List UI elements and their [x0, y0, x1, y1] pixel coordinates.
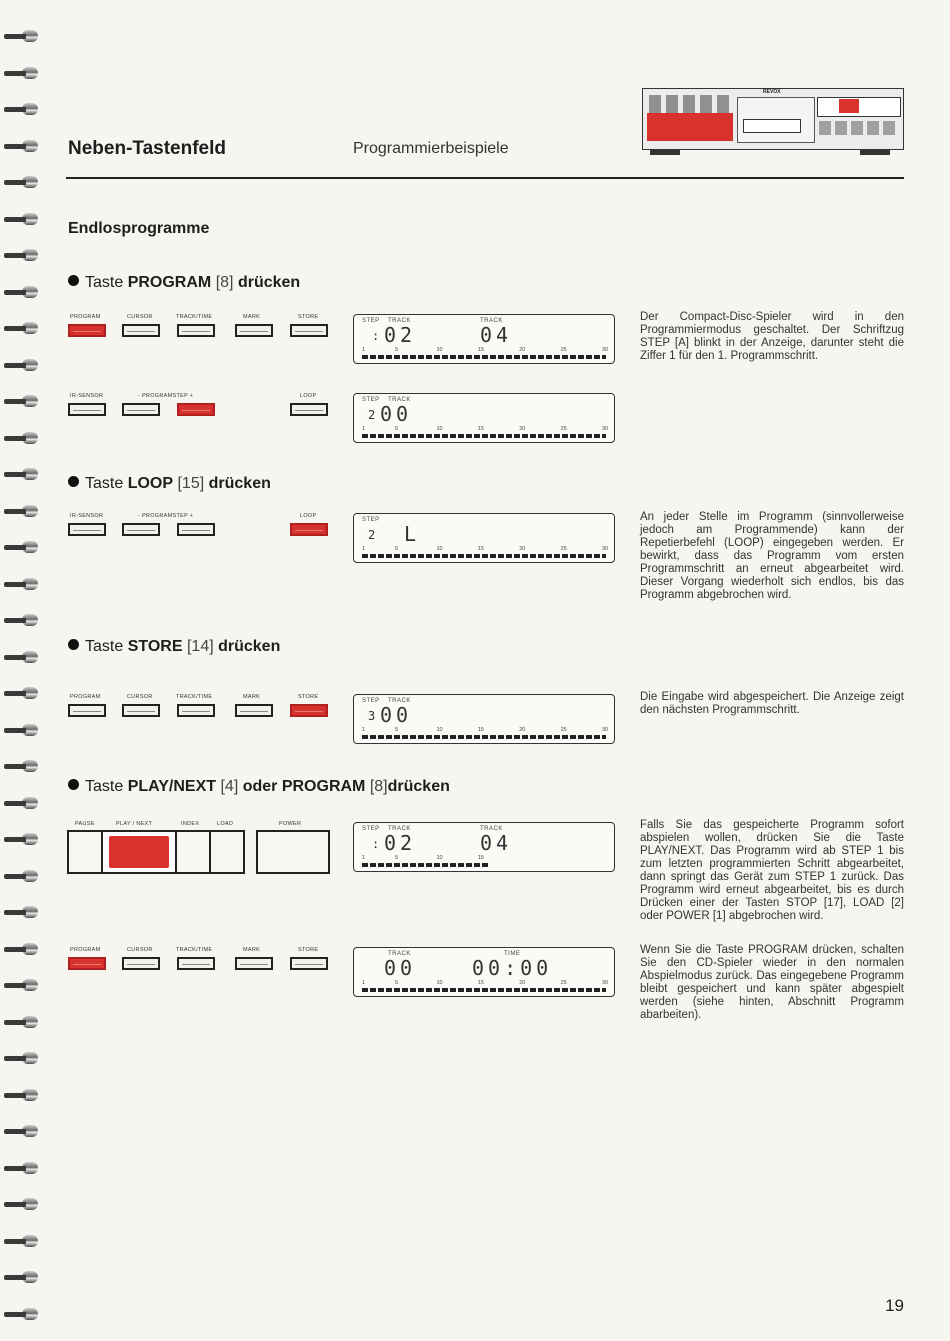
- key-label: PROGRAM: [70, 947, 101, 953]
- binding-ring: [4, 797, 38, 809]
- binding-ring: [4, 140, 38, 152]
- description-paragraph: Wenn Sie die Taste PROGRAM drücken, schalten Sie den CD-Spieler wieder in den normalen Abspielmodus zurück. Das eingegebene Programm bleibt gespeichert und kann später abgespielt werden (siehe hinten, Abschnitt Programm abarbeiten).: [640, 944, 904, 1021]
- cursor-key[interactable]: [122, 324, 160, 337]
- scale-tick-label: 1: [362, 727, 366, 733]
- key-label: LOAD: [217, 821, 234, 827]
- display-label: TIME: [504, 951, 521, 957]
- lcd-display: [353, 822, 615, 872]
- scale-tick-label: 5: [395, 426, 399, 432]
- scale-tick-label: 30: [602, 426, 609, 432]
- key-label: CURSOR: [127, 694, 153, 700]
- lcd-display: [353, 513, 615, 563]
- scale-tick-label: 10: [436, 347, 443, 353]
- bullet-icon: [68, 779, 79, 790]
- scale-tick-label: 15: [477, 546, 484, 552]
- bullet-icon: [68, 275, 79, 286]
- key-label: PROGRAM: [70, 694, 101, 700]
- binding-ring: [4, 1198, 38, 1210]
- scale-tick-label: 1: [362, 855, 366, 861]
- scale-tick-label: 5: [395, 347, 399, 353]
- scale-tick-label: 5: [395, 855, 399, 861]
- display-bar: [362, 355, 606, 359]
- program-key[interactable]: [68, 324, 106, 337]
- scale-tick-label: 1: [362, 426, 366, 432]
- key-label: LOOP: [300, 513, 317, 519]
- description-paragraph: Falls Sie das gespeicherte Programm sofort abspielen wollen, drücken Sie die Taste PLAY/NEXT. Das Programm wird ab STEP 1 bis zum letzten programmierten Schritt abgearbeitet, dann springt das Gerät zum STEP 1 zurück. Das Programm wird erneut abgearbeitet, bis es durch Drücken einer der Tasten STOP [17], LOAD [2] oder POWER [1] abgebrochen wird.: [640, 819, 904, 922]
- scale-tick-label: 25: [560, 546, 567, 552]
- pause-key[interactable]: [67, 830, 103, 874]
- store-key[interactable]: [290, 704, 328, 717]
- key-label: POWER: [279, 821, 302, 827]
- binding-ring: [4, 906, 38, 918]
- scale-tick-label: 25: [560, 980, 567, 986]
- display-value: 04: [480, 831, 513, 855]
- display-bar: [362, 988, 606, 992]
- scale-tick-label: 25: [560, 347, 567, 353]
- scale-tick-label: 15: [477, 855, 484, 861]
- step-heading: Taste PROGRAM [8] drücken: [68, 274, 300, 292]
- cursor-key[interactable]: [122, 704, 160, 717]
- binding-ring: [4, 286, 38, 298]
- display-label: STEP: [362, 397, 380, 403]
- page-title: Neben-Tastenfeld: [68, 138, 227, 159]
- scale-tick-label: 5: [395, 546, 399, 552]
- scale-tick-label: 15: [477, 727, 484, 733]
- description-paragraph: Der Compact-Disc-Spieler wird in den Programmiermodus geschaltet. Der Schriftzug STEP [A] blinkt in der Anzeige, darunter steht die Ziffer 1 für den 1. Programmschritt.: [640, 311, 904, 362]
- binding-ring: [4, 322, 38, 334]
- display-label: TRACK: [480, 318, 503, 324]
- programstep-plus-key[interactable]: [177, 523, 215, 536]
- scale-tick-label: 30: [602, 347, 609, 353]
- binding-ring: [4, 1162, 38, 1174]
- display-value: 02: [384, 323, 417, 347]
- binding-ring: [4, 760, 38, 772]
- step-heading: Taste STORE [14] drücken: [68, 638, 280, 656]
- programstep-minus-key[interactable]: [122, 403, 160, 416]
- display-step: 2: [368, 528, 376, 542]
- scale-tick-label: 10: [436, 426, 443, 432]
- key-label: STORE: [298, 314, 319, 320]
- key-label: IR-SENSOR: [70, 513, 104, 519]
- binding-ring: [4, 505, 38, 517]
- key-label: MARK: [243, 694, 261, 700]
- display-value: 00: [380, 402, 413, 426]
- key-label: TRACK/TIME: [176, 947, 213, 953]
- binding-ring: [4, 614, 38, 626]
- binding-ring: [4, 724, 38, 736]
- scale-tick-label: 20: [519, 727, 526, 733]
- binding-ring: [4, 578, 38, 590]
- scale-tick-label: 15: [477, 980, 484, 986]
- scale-tick-label: 10: [436, 727, 443, 733]
- binding-ring: [4, 1308, 38, 1320]
- binding-ring: [4, 359, 38, 371]
- display-value: 00: [384, 956, 417, 980]
- binding-ring: [4, 979, 38, 991]
- scale-tick-label: 15: [477, 347, 484, 353]
- scale-tick-label: 5: [395, 727, 399, 733]
- index-key[interactable]: [175, 830, 211, 874]
- spiral-binding: [0, 0, 44, 1341]
- binding-ring: [4, 833, 38, 845]
- binding-ring: [4, 249, 38, 261]
- programstep-minus-key[interactable]: [122, 523, 160, 536]
- store-key[interactable]: [290, 324, 328, 337]
- mark-key[interactable]: [235, 324, 273, 337]
- display-label: TRACK: [388, 318, 411, 324]
- scale-tick-label: 15: [477, 426, 484, 432]
- display-value: 00: [380, 703, 413, 727]
- key-label: MARK: [243, 314, 261, 320]
- section-title: Endlosprogramme: [68, 220, 210, 237]
- display-label: TRACK: [388, 826, 411, 832]
- binding-ring: [4, 30, 38, 42]
- key-label: LOOP: [300, 393, 317, 399]
- scale-tick-label: 10: [436, 980, 443, 986]
- description-paragraph: Die Eingabe wird abgespeichert. Die Anzeige zeigt den nächsten Programmschritt.: [640, 691, 904, 716]
- display-bar: [362, 554, 606, 558]
- track-time-key[interactable]: [177, 704, 215, 717]
- store-key[interactable]: [290, 957, 328, 970]
- scale-tick-label: 25: [560, 727, 567, 733]
- display-step: 3: [368, 709, 376, 723]
- scale-tick-label: 25: [560, 426, 567, 432]
- display-bar: [362, 863, 490, 867]
- track-time-key[interactable]: [177, 324, 215, 337]
- display-label: TRACK: [480, 826, 503, 832]
- key-label: STORE: [298, 947, 319, 953]
- program-key[interactable]: [68, 957, 106, 970]
- bullet-icon: [68, 639, 79, 650]
- binding-ring: [4, 1235, 38, 1247]
- key-label: - PROGRAMSTEP +: [138, 393, 194, 399]
- scale-tick-label: 20: [519, 426, 526, 432]
- cursor-key[interactable]: [122, 957, 160, 970]
- lcd-display: [353, 694, 615, 744]
- device-illustration: [642, 88, 904, 150]
- loop-key[interactable]: [290, 403, 328, 416]
- display-label: TRACK: [388, 397, 411, 403]
- key-label: PROGRAM: [70, 314, 101, 320]
- scale-tick-label: 30: [602, 980, 609, 986]
- binding-ring: [4, 541, 38, 553]
- program-key[interactable]: [68, 704, 106, 717]
- binding-ring: [4, 870, 38, 882]
- scale-tick-label: 30: [602, 546, 609, 552]
- binding-ring: [4, 395, 38, 407]
- binding-ring: [4, 213, 38, 225]
- mark-key[interactable]: [235, 704, 273, 717]
- key-label: TRACK/TIME: [176, 694, 213, 700]
- programstep-plus-key[interactable]: [177, 403, 215, 416]
- lcd-display: [353, 393, 615, 443]
- binding-ring: [4, 468, 38, 480]
- scale-tick-label: 1: [362, 347, 366, 353]
- display-label: STEP: [362, 826, 380, 832]
- ir-sensor-key[interactable]: [68, 403, 106, 416]
- lcd-display: [353, 947, 615, 997]
- scale-tick-label: 20: [519, 347, 526, 353]
- scale-tick-label: 10: [436, 855, 443, 861]
- binding-ring: [4, 67, 38, 79]
- binding-ring: [4, 1016, 38, 1028]
- scale-tick-label: 1: [362, 980, 366, 986]
- step-heading: Taste LOOP [15] drücken: [68, 475, 271, 493]
- key-label: CURSOR: [127, 314, 153, 320]
- display-label: STEP: [362, 318, 380, 324]
- display-step: :: [372, 329, 380, 343]
- binding-ring: [4, 651, 38, 663]
- scale-tick-label: 20: [519, 980, 526, 986]
- key-label: PAUSE: [75, 821, 95, 827]
- page-subtitle: Programmierbeispiele: [353, 140, 509, 157]
- scale-tick-label: 30: [602, 727, 609, 733]
- display-value: 02: [384, 831, 417, 855]
- display-label: STEP: [362, 517, 380, 523]
- ir-sensor-key[interactable]: [68, 523, 106, 536]
- bullet-icon: [68, 476, 79, 487]
- play-next-key[interactable]: [101, 830, 177, 874]
- display-step: :: [372, 837, 380, 851]
- display-label: TRACK: [388, 951, 411, 957]
- scale-tick-label: 1: [362, 546, 366, 552]
- display-value: 04: [480, 323, 513, 347]
- binding-ring: [4, 1089, 38, 1101]
- loop-key[interactable]: [290, 523, 328, 536]
- track-time-key[interactable]: [177, 957, 215, 970]
- scale-tick-label: 10: [436, 546, 443, 552]
- key-label: STORE: [298, 694, 319, 700]
- device-foot: [650, 150, 680, 155]
- key-label: INDEX: [181, 821, 200, 827]
- binding-ring: [4, 1125, 38, 1137]
- scale-tick-label: 5: [395, 980, 399, 986]
- key-label: MARK: [243, 947, 261, 953]
- load-key[interactable]: [209, 830, 245, 874]
- binding-ring: [4, 432, 38, 444]
- binding-ring: [4, 103, 38, 115]
- mark-key[interactable]: [235, 957, 273, 970]
- key-label: IR-SENSOR: [70, 393, 104, 399]
- display-bar: [362, 434, 606, 438]
- device-brand: REVOX: [763, 89, 781, 95]
- binding-ring: [4, 176, 38, 188]
- power-key[interactable]: [256, 830, 330, 874]
- display-label: TRACK: [388, 698, 411, 704]
- description-paragraph: An jeder Stelle im Programm (sinnvollerweise jedoch am Programmende) kann der Repetierbefehl (LOOP) eingegeben werden. Er bewirkt, dass das Programm vom ersten Programmschritt an erneut abgearbeitet wird. Dieser Vorgang wiederholt sich endlos, bis das Programm abgebrochen wird.: [640, 511, 904, 601]
- key-label: PLAY / NEXT: [116, 821, 153, 827]
- display-label: STEP: [362, 698, 380, 704]
- lcd-display: [353, 314, 615, 364]
- scale-tick-label: 20: [519, 546, 526, 552]
- display-bar: [362, 735, 606, 739]
- binding-ring: [4, 943, 38, 955]
- page-number: 19: [885, 1296, 904, 1315]
- display-value: L: [404, 522, 421, 546]
- binding-ring: [4, 1271, 38, 1283]
- key-label: - PROGRAMSTEP +: [138, 513, 194, 519]
- key-label: TRACK/TIME: [176, 314, 213, 320]
- device-foot: [860, 150, 890, 155]
- display-value: 00:00: [472, 956, 553, 980]
- binding-ring: [4, 1052, 38, 1064]
- binding-ring: [4, 687, 38, 699]
- display-step: 2: [368, 408, 376, 422]
- header-rule: [66, 177, 904, 179]
- key-label: CURSOR: [127, 947, 153, 953]
- step-heading: Taste PLAY/NEXT [4] oder PROGRAM [8]drücken: [68, 778, 450, 796]
